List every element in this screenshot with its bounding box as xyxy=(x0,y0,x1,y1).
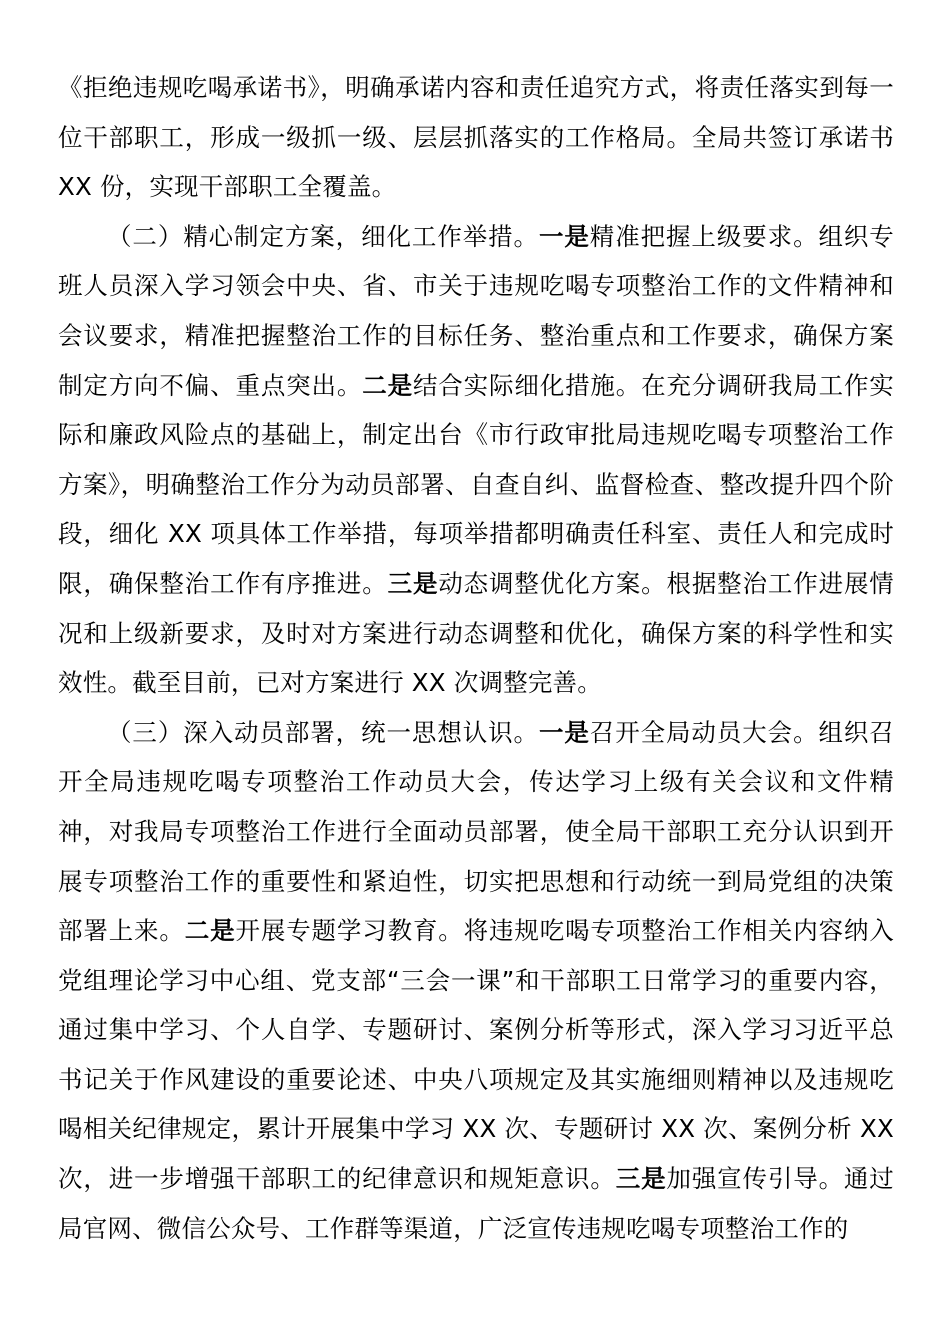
paragraph-1-text: 《拒绝违规吃喝承诺书》，明确承诺内容和责任追究方式，将责任落实到每一位干部职工，形成一级抓一级、层层抓落实的工作格局。全局共签订承诺书 XX 份，实现干部职工全覆盖。 xyxy=(58,73,894,202)
paragraph-2-text-2: 结合实际细化措施。在充分调研我局工作实际和廉政风险点的基础上，制定出台《市行政审批局违规吃喝专项整治工作方案》，明确整治工作分为动员部署、自查自纠、监督检查、整改提升四个阶段，细化 XX 项具体工作举措，每项举措都明确责任科室、责任人和完成时限，确保整治工作有序推进。 xyxy=(58,370,894,598)
bold-marker-third: 三是 xyxy=(387,568,439,598)
paragraph-2-text-1: 精准把握上级要求。组织专班人员深入学习领会中央、省、市关于违规吃喝专项整治工作的文件精神和会议要求，精准把握整治工作的目标任务、整治重点和工作要求，确保方案制定方向不偏、重点突出。 xyxy=(58,221,894,400)
bold-marker-third: 三是 xyxy=(615,1164,667,1194)
section-heading-3: （三）深入动员部署，统一思想认识。 xyxy=(107,717,539,747)
paragraph-1 xyxy=(58,63,894,212)
paragraph-3 xyxy=(58,708,894,1254)
bold-marker-second: 二是 xyxy=(362,370,413,400)
bold-marker-second: 二是 xyxy=(184,916,236,946)
paragraph-2 xyxy=(58,212,894,708)
document-page xyxy=(58,63,894,1253)
paragraph-3-text-2: 开展专题学习教育。将违规吃喝专项整治工作相关内容纳入党组理论学习中心组、党支部“三会一课”和干部职工日常学习的重要内容，通过集中学习、个人自学、专题研讨、案例分析等形式，深入学习习近平总书记关于作风建设的重要论述、中央八项规定及其实施细则精神以及违规吃喝相关纪律规定，累计开展集中学习 XX 次、专题研讨 XX 次、案例分析 XX 次，进一步增强干部职工的纪律意识和规矩意识。 xyxy=(58,916,895,1194)
section-heading-2: （二）精心制定方案，细化工作举措。 xyxy=(107,221,539,251)
paragraph-2-text-3: 动态调整优化方案。根据整治工作进展情况和上级新要求，及时对方案进行动态调整和优化，确保方案的科学性和实效性。截至目前，已对方案进行 XX 次调整完善。 xyxy=(58,568,895,698)
bold-marker-first: 一是 xyxy=(538,717,590,747)
bold-marker-first: 一是 xyxy=(538,221,590,251)
paragraph-3-text-1: 召开全局动员大会。组织召开全局违规吃喝专项整治工作动员大会，传达学习上级有关会议和文件精神，对我局专项整治工作进行全面动员部署，使全局干部职工充分认识到开展专项整治工作的重要性和紧迫性，切实把思想和行动统一到局党组的决策部署上来。 xyxy=(58,717,894,946)
paragraph-3-text-3: 加强宣传引导。通过局官网、微信公众号、工作群等渠道，广泛宣传违规吃喝专项整治工作的 xyxy=(58,1164,894,1243)
